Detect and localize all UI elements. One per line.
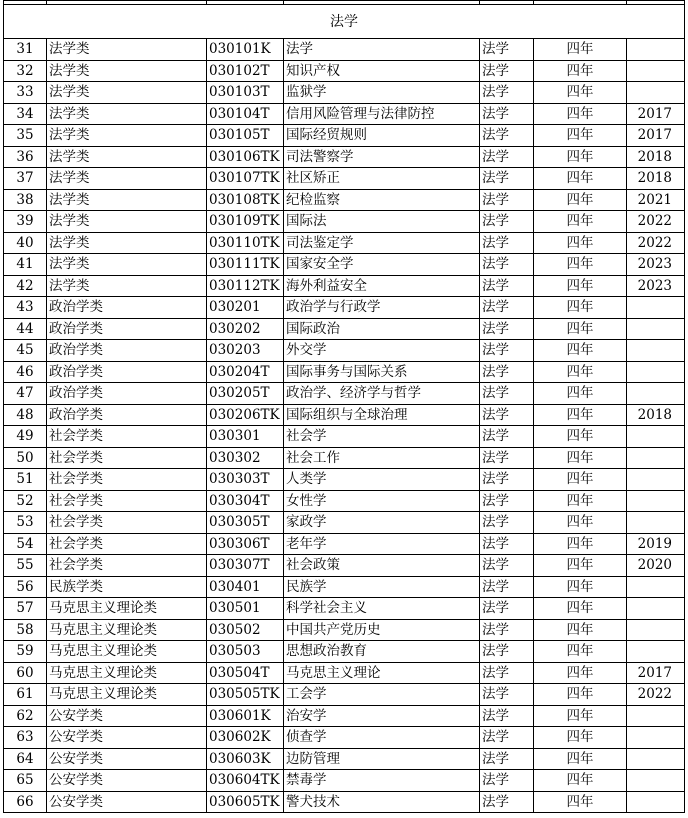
major-name-cell: 信用风险管理与法律防控 (284, 103, 480, 125)
table-row (4, 404, 685, 426)
major-code-cell: 030602K (207, 727, 284, 749)
degree-type-cell: 法学 (480, 533, 534, 555)
major-code-cell: 030603K (207, 748, 284, 770)
table-row (4, 533, 685, 555)
major-code-cell: 030105T (207, 125, 284, 147)
major-code-cell: 030203 (207, 340, 284, 362)
year-added-cell: 2020 (627, 555, 685, 577)
degree-type-cell: 法学 (480, 60, 534, 82)
degree-type-cell: 法学 (480, 555, 534, 577)
year-added-cell: 2017 (627, 662, 685, 684)
degree-type-cell: 法学 (480, 340, 534, 362)
year-added-cell: 2018 (627, 146, 685, 168)
major-name-cell: 国际法 (284, 211, 480, 233)
study-duration-cell: 四年 (534, 512, 627, 534)
table-row (4, 125, 685, 147)
degree-type-cell: 法学 (480, 82, 534, 104)
row-number-cell: 34 (4, 103, 47, 125)
discipline-category-cell: 社会学类 (47, 555, 207, 577)
major-code-cell: 030107TK (207, 168, 284, 190)
row-number-cell: 64 (4, 748, 47, 770)
major-code-cell: 030306T (207, 533, 284, 555)
major-code-cell: 030206TK (207, 404, 284, 426)
major-code-cell: 030303T (207, 469, 284, 491)
row-number-cell: 48 (4, 404, 47, 426)
degree-type-cell: 法学 (480, 361, 534, 383)
year-added-cell (627, 490, 685, 512)
major-name-cell: 海外利益安全 (284, 275, 480, 297)
row-number-cell: 31 (4, 39, 47, 61)
discipline-category-cell: 法学类 (47, 146, 207, 168)
major-name-cell: 马克思主义理论 (284, 662, 480, 684)
year-added-cell (627, 576, 685, 598)
major-catalog-table (3, 0, 685, 813)
row-number-cell: 33 (4, 82, 47, 104)
major-name-cell: 思想政治教育 (284, 641, 480, 663)
row-number-cell: 50 (4, 447, 47, 469)
row-number-cell: 32 (4, 60, 47, 82)
year-added-cell (627, 297, 685, 319)
discipline-category-cell: 马克思主义理论类 (47, 598, 207, 620)
study-duration-cell: 四年 (534, 705, 627, 727)
year-added-cell (627, 39, 685, 61)
table-row (4, 254, 685, 276)
row-number-cell: 44 (4, 318, 47, 340)
major-name-cell: 司法鉴定学 (284, 232, 480, 254)
year-added-cell (627, 598, 685, 620)
study-duration-cell: 四年 (534, 103, 627, 125)
degree-type-cell: 法学 (480, 275, 534, 297)
study-duration-cell: 四年 (534, 60, 627, 82)
degree-type-cell: 法学 (480, 447, 534, 469)
discipline-category-cell: 社会学类 (47, 512, 207, 534)
discipline-category-cell: 社会学类 (47, 447, 207, 469)
major-name-cell: 工会学 (284, 684, 480, 706)
major-name-cell: 民族学 (284, 576, 480, 598)
year-added-cell (627, 512, 685, 534)
degree-type-cell: 法学 (480, 598, 534, 620)
discipline-category-cell: 法学类 (47, 275, 207, 297)
year-added-cell: 2022 (627, 232, 685, 254)
row-number-cell: 39 (4, 211, 47, 233)
study-duration-cell: 四年 (534, 748, 627, 770)
degree-type-cell: 法学 (480, 748, 534, 770)
table-row (4, 426, 685, 448)
table-row (4, 490, 685, 512)
row-number-cell: 65 (4, 770, 47, 792)
degree-type-cell: 法学 (480, 705, 534, 727)
major-name-cell: 国际组织与全球治理 (284, 404, 480, 426)
table-row (4, 60, 685, 82)
table-row (4, 232, 685, 254)
major-code-cell: 030604TK (207, 770, 284, 792)
degree-type-cell: 法学 (480, 211, 534, 233)
discipline-category-cell: 法学类 (47, 168, 207, 190)
year-added-cell: 2022 (627, 211, 685, 233)
discipline-category-cell: 民族学类 (47, 576, 207, 598)
major-code-cell: 030103T (207, 82, 284, 104)
major-code-cell: 030302 (207, 447, 284, 469)
table-row (4, 576, 685, 598)
table-row (4, 748, 685, 770)
table-row (4, 641, 685, 663)
major-name-cell: 边防管理 (284, 748, 480, 770)
major-code-cell: 030104T (207, 103, 284, 125)
study-duration-cell: 四年 (534, 533, 627, 555)
study-duration-cell: 四年 (534, 146, 627, 168)
study-duration-cell: 四年 (534, 684, 627, 706)
major-name-cell: 国际经贸规则 (284, 125, 480, 147)
study-duration-cell: 四年 (534, 168, 627, 190)
discipline-category-cell: 公安学类 (47, 727, 207, 749)
major-name-cell: 外交学 (284, 340, 480, 362)
study-duration-cell: 四年 (534, 404, 627, 426)
discipline-category-cell: 法学类 (47, 60, 207, 82)
table-row (4, 598, 685, 620)
row-number-cell: 35 (4, 125, 47, 147)
row-number-cell: 46 (4, 361, 47, 383)
row-number-cell: 66 (4, 791, 47, 813)
major-name-cell: 禁毒学 (284, 770, 480, 792)
row-number-cell: 57 (4, 598, 47, 620)
discipline-category-cell: 法学类 (47, 39, 207, 61)
year-added-cell (627, 318, 685, 340)
discipline-category-cell: 公安学类 (47, 770, 207, 792)
year-added-cell: 2018 (627, 168, 685, 190)
study-duration-cell: 四年 (534, 426, 627, 448)
year-added-cell (627, 82, 685, 104)
discipline-category-cell: 社会学类 (47, 533, 207, 555)
degree-type-cell: 法学 (480, 641, 534, 663)
discipline-category-cell: 社会学类 (47, 469, 207, 491)
section-title: 法学 (4, 5, 685, 39)
year-added-cell (627, 705, 685, 727)
major-name-cell: 科学社会主义 (284, 598, 480, 620)
major-code-cell: 030401 (207, 576, 284, 598)
study-duration-cell: 四年 (534, 490, 627, 512)
table-row (4, 189, 685, 211)
row-number-cell: 58 (4, 619, 47, 641)
major-name-cell: 侦查学 (284, 727, 480, 749)
row-number-cell: 42 (4, 275, 47, 297)
study-duration-cell: 四年 (534, 598, 627, 620)
table-row (4, 684, 685, 706)
degree-type-cell: 法学 (480, 791, 534, 813)
year-added-cell: 2018 (627, 404, 685, 426)
table-row (4, 619, 685, 641)
study-duration-cell: 四年 (534, 39, 627, 61)
table-row (4, 770, 685, 792)
study-duration-cell: 四年 (534, 770, 627, 792)
major-name-cell: 监狱学 (284, 82, 480, 104)
discipline-category-cell: 政治学类 (47, 340, 207, 362)
major-name-cell: 社会工作 (284, 447, 480, 469)
discipline-category-cell: 法学类 (47, 254, 207, 276)
major-code-cell: 030101K (207, 39, 284, 61)
table-row (4, 82, 685, 104)
study-duration-cell: 四年 (534, 318, 627, 340)
row-number-cell: 62 (4, 705, 47, 727)
row-number-cell: 40 (4, 232, 47, 254)
major-name-cell: 社区矫正 (284, 168, 480, 190)
degree-type-cell: 法学 (480, 383, 534, 405)
degree-type-cell: 法学 (480, 254, 534, 276)
degree-type-cell: 法学 (480, 684, 534, 706)
discipline-category-cell: 政治学类 (47, 404, 207, 426)
degree-type-cell: 法学 (480, 469, 534, 491)
major-code-cell: 030109TK (207, 211, 284, 233)
major-name-cell: 司法警察学 (284, 146, 480, 168)
table-row (4, 39, 685, 61)
study-duration-cell: 四年 (534, 662, 627, 684)
year-added-cell: 2023 (627, 275, 685, 297)
major-code-cell: 030111TK (207, 254, 284, 276)
section-header-row (4, 5, 685, 39)
degree-type-cell: 法学 (480, 168, 534, 190)
year-added-cell (627, 791, 685, 813)
degree-type-cell: 法学 (480, 232, 534, 254)
major-code-cell: 030502 (207, 619, 284, 641)
study-duration-cell: 四年 (534, 791, 627, 813)
table-row (4, 512, 685, 534)
row-number-cell: 60 (4, 662, 47, 684)
major-code-cell: 030108TK (207, 189, 284, 211)
major-name-cell: 治安学 (284, 705, 480, 727)
discipline-category-cell: 法学类 (47, 103, 207, 125)
study-duration-cell: 四年 (534, 727, 627, 749)
major-name-cell: 法学 (284, 39, 480, 61)
major-name-cell: 纪检监察 (284, 189, 480, 211)
major-name-cell: 国家安全学 (284, 254, 480, 276)
discipline-category-cell: 公安学类 (47, 791, 207, 813)
discipline-category-cell: 法学类 (47, 82, 207, 104)
table-row (4, 340, 685, 362)
study-duration-cell: 四年 (534, 82, 627, 104)
discipline-category-cell: 法学类 (47, 211, 207, 233)
major-code-cell: 030304T (207, 490, 284, 512)
study-duration-cell: 四年 (534, 297, 627, 319)
year-added-cell (627, 361, 685, 383)
discipline-category-cell: 政治学类 (47, 361, 207, 383)
year-added-cell (627, 641, 685, 663)
table-body (4, 1, 685, 813)
year-added-cell (627, 619, 685, 641)
degree-type-cell: 法学 (480, 770, 534, 792)
table-row (4, 469, 685, 491)
table-row (4, 727, 685, 749)
degree-type-cell: 法学 (480, 297, 534, 319)
major-code-cell: 030106TK (207, 146, 284, 168)
major-code-cell: 030205T (207, 383, 284, 405)
year-added-cell: 2019 (627, 533, 685, 555)
study-duration-cell: 四年 (534, 619, 627, 641)
row-number-cell: 55 (4, 555, 47, 577)
major-code-cell: 030307T (207, 555, 284, 577)
row-number-cell: 56 (4, 576, 47, 598)
table-row (4, 211, 685, 233)
year-added-cell (627, 383, 685, 405)
major-code-cell: 030204T (207, 361, 284, 383)
major-code-cell: 030504T (207, 662, 284, 684)
year-added-cell: 2017 (627, 103, 685, 125)
row-number-cell: 37 (4, 168, 47, 190)
year-added-cell (627, 469, 685, 491)
table-row (4, 705, 685, 727)
table-row (4, 275, 685, 297)
degree-type-cell: 法学 (480, 727, 534, 749)
row-number-cell: 53 (4, 512, 47, 534)
discipline-category-cell: 马克思主义理论类 (47, 619, 207, 641)
year-added-cell (627, 770, 685, 792)
table-row (4, 297, 685, 319)
major-code-cell: 030110TK (207, 232, 284, 254)
major-code-cell: 030305T (207, 512, 284, 534)
year-added-cell (627, 748, 685, 770)
major-name-cell: 警犬技术 (284, 791, 480, 813)
year-added-cell: 2023 (627, 254, 685, 276)
row-number-cell: 43 (4, 297, 47, 319)
discipline-category-cell: 公安学类 (47, 748, 207, 770)
major-name-cell: 政治学、经济学与哲学 (284, 383, 480, 405)
discipline-category-cell: 政治学类 (47, 297, 207, 319)
table-row (4, 146, 685, 168)
major-name-cell: 社会学 (284, 426, 480, 448)
major-name-cell: 国际政治 (284, 318, 480, 340)
discipline-category-cell: 公安学类 (47, 705, 207, 727)
table-row (4, 383, 685, 405)
year-added-cell: 2017 (627, 125, 685, 147)
study-duration-cell: 四年 (534, 361, 627, 383)
degree-type-cell: 法学 (480, 189, 534, 211)
major-name-cell: 老年学 (284, 533, 480, 555)
major-name-cell: 社会政策 (284, 555, 480, 577)
major-name-cell: 家政学 (284, 512, 480, 534)
major-code-cell: 030301 (207, 426, 284, 448)
degree-type-cell: 法学 (480, 576, 534, 598)
major-code-cell: 030503 (207, 641, 284, 663)
study-duration-cell: 四年 (534, 254, 627, 276)
row-number-cell: 63 (4, 727, 47, 749)
degree-type-cell: 法学 (480, 103, 534, 125)
year-added-cell (627, 340, 685, 362)
degree-type-cell: 法学 (480, 426, 534, 448)
discipline-category-cell: 法学类 (47, 125, 207, 147)
row-number-cell: 36 (4, 146, 47, 168)
study-duration-cell: 四年 (534, 555, 627, 577)
discipline-category-cell: 政治学类 (47, 318, 207, 340)
discipline-category-cell: 马克思主义理论类 (47, 662, 207, 684)
row-number-cell: 59 (4, 641, 47, 663)
row-number-cell: 38 (4, 189, 47, 211)
degree-type-cell: 法学 (480, 146, 534, 168)
major-name-cell: 知识产权 (284, 60, 480, 82)
table-row (4, 662, 685, 684)
row-number-cell: 54 (4, 533, 47, 555)
discipline-category-cell: 社会学类 (47, 490, 207, 512)
discipline-category-cell: 马克思主义理论类 (47, 641, 207, 663)
discipline-category-cell: 社会学类 (47, 426, 207, 448)
study-duration-cell: 四年 (534, 469, 627, 491)
major-code-cell: 030102T (207, 60, 284, 82)
degree-type-cell: 法学 (480, 490, 534, 512)
study-duration-cell: 四年 (534, 232, 627, 254)
degree-type-cell: 法学 (480, 512, 534, 534)
degree-type-cell: 法学 (480, 404, 534, 426)
major-code-cell: 030505TK (207, 684, 284, 706)
discipline-category-cell: 法学类 (47, 232, 207, 254)
study-duration-cell: 四年 (534, 340, 627, 362)
row-number-cell: 51 (4, 469, 47, 491)
major-name-cell: 人类学 (284, 469, 480, 491)
row-number-cell: 52 (4, 490, 47, 512)
study-duration-cell: 四年 (534, 189, 627, 211)
degree-type-cell: 法学 (480, 125, 534, 147)
major-name-cell: 中国共产党历史 (284, 619, 480, 641)
year-added-cell: 2022 (627, 684, 685, 706)
row-number-cell: 41 (4, 254, 47, 276)
major-code-cell: 030201 (207, 297, 284, 319)
study-duration-cell: 四年 (534, 125, 627, 147)
major-code-cell: 030501 (207, 598, 284, 620)
major-name-cell: 女性学 (284, 490, 480, 512)
study-duration-cell: 四年 (534, 211, 627, 233)
degree-type-cell: 法学 (480, 619, 534, 641)
major-code-cell: 030605TK (207, 791, 284, 813)
study-duration-cell: 四年 (534, 383, 627, 405)
year-added-cell (627, 426, 685, 448)
major-code-cell: 030112TK (207, 275, 284, 297)
study-duration-cell: 四年 (534, 447, 627, 469)
row-number-cell: 61 (4, 684, 47, 706)
study-duration-cell: 四年 (534, 641, 627, 663)
year-added-cell: 2021 (627, 189, 685, 211)
degree-type-cell: 法学 (480, 662, 534, 684)
major-code-cell: 030202 (207, 318, 284, 340)
table-row (4, 447, 685, 469)
major-name-cell: 国际事务与国际关系 (284, 361, 480, 383)
table-row (4, 555, 685, 577)
major-catalog-sheet (3, 0, 684, 813)
major-name-cell: 政治学与行政学 (284, 297, 480, 319)
discipline-category-cell: 法学类 (47, 189, 207, 211)
year-added-cell (627, 447, 685, 469)
major-code-cell: 030601K (207, 705, 284, 727)
table-row (4, 168, 685, 190)
row-number-cell: 47 (4, 383, 47, 405)
discipline-category-cell: 马克思主义理论类 (47, 684, 207, 706)
discipline-category-cell: 政治学类 (47, 383, 207, 405)
table-row (4, 791, 685, 813)
table-row (4, 103, 685, 125)
row-number-cell: 49 (4, 426, 47, 448)
table-row (4, 361, 685, 383)
degree-type-cell: 法学 (480, 39, 534, 61)
row-number-cell: 45 (4, 340, 47, 362)
study-duration-cell: 四年 (534, 275, 627, 297)
year-added-cell (627, 60, 685, 82)
study-duration-cell: 四年 (534, 576, 627, 598)
degree-type-cell: 法学 (480, 318, 534, 340)
year-added-cell (627, 727, 685, 749)
table-row (4, 318, 685, 340)
